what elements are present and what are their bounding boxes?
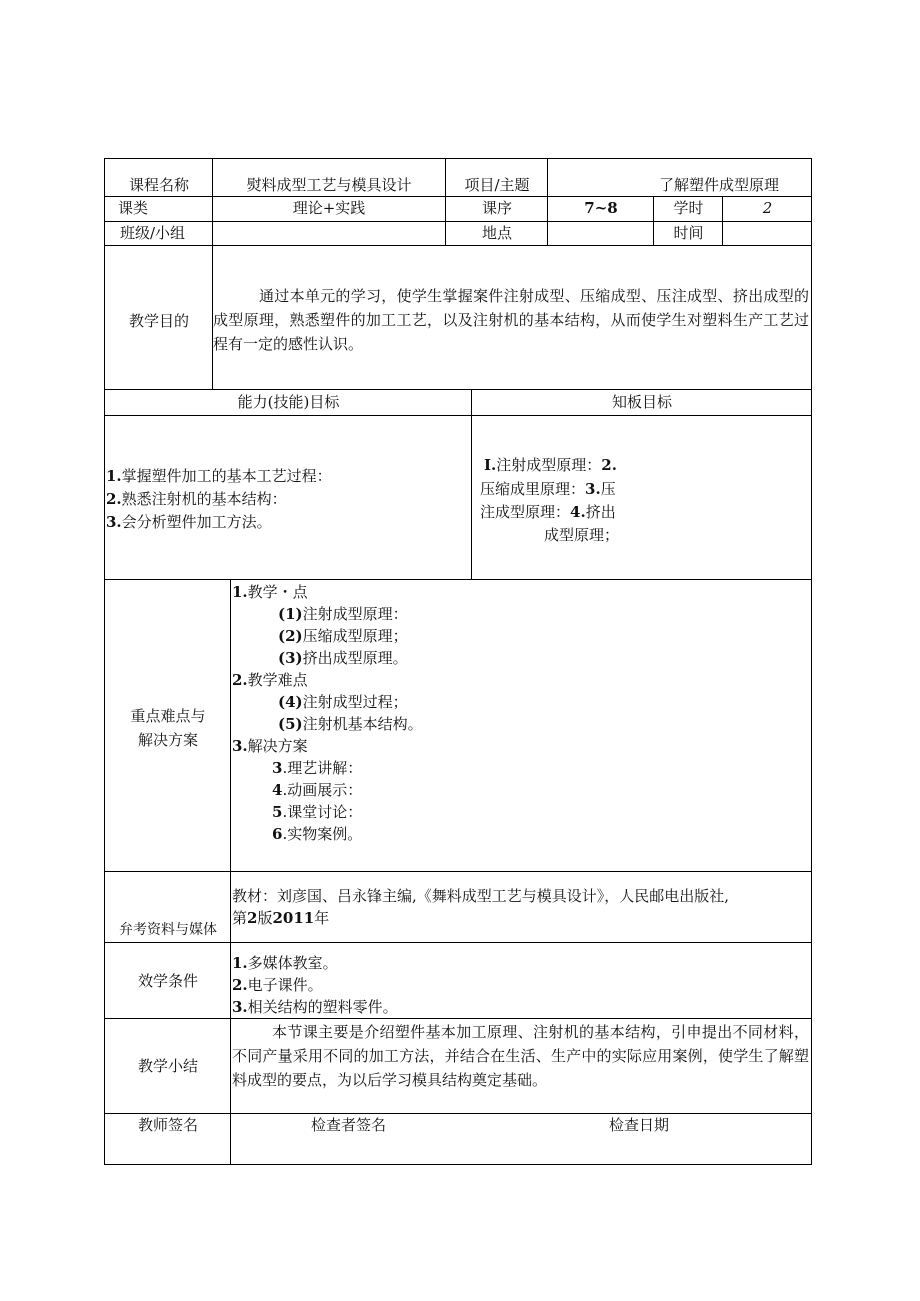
- list-item: 3.理艺讲解：: [272, 759, 363, 777]
- rule: [104, 1018, 812, 1019]
- rule: [471, 389, 472, 579]
- course-name-label: 课程名称: [128, 176, 189, 194]
- list-item: 3.相关结构的塑料零件。: [232, 998, 398, 1016]
- list-item: (5)注射机基本结构。: [278, 715, 423, 733]
- ability-list: [106, 466, 332, 532]
- rule: [811, 158, 812, 1165]
- course-name-value: 熨料成型工艺与模具设计: [246, 176, 412, 194]
- check-date-label: 检查日期: [609, 1116, 670, 1134]
- list-item: 5.课堂讨论：: [272, 803, 363, 821]
- hours-label: 学时: [673, 199, 704, 217]
- rule: [104, 196, 812, 197]
- list-item: 2.电子课件。: [232, 976, 323, 994]
- conditions-label: 效学条件: [137, 972, 198, 990]
- location-label: 地点: [481, 224, 512, 242]
- references-label: 弁考资料与媒体: [119, 922, 217, 938]
- rule: [104, 158, 812, 159]
- checker-signature-label: 检查者签名: [311, 1116, 387, 1134]
- group-label: 班级/小组: [120, 224, 186, 242]
- rule: [104, 245, 812, 246]
- list-item: 2.熟悉注射机的基本结构：: [106, 490, 287, 508]
- list-item: 成型原理；: [544, 526, 620, 544]
- time-label: 时间: [673, 224, 704, 242]
- list-item: 1.掌握塑件加工的基本工艺过程：: [106, 467, 332, 485]
- list-item: 1.多媒体教室。: [232, 954, 338, 972]
- list-item: (3)挤出成型原理。: [278, 649, 408, 667]
- list-item: (2)压缩成型原理；: [278, 627, 408, 645]
- knowledge-header: 知板目标: [611, 393, 672, 411]
- rule: [104, 579, 812, 580]
- rule: [104, 221, 812, 222]
- teacher-signature-label: 教师签名: [137, 1116, 198, 1134]
- objective-text: 通过本单元的学习，使学生掌握案件注射成型、压缩成型、压注成型、挤出成型的成型原理，熟悉塑件的加工工艺，以及注射机的基本结构，从而使学生对塑料生产工艺过程有一定的感性认识。: [213, 287, 809, 353]
- references-line1: 教材：刘彦国、吕永锋主编,《舞料成型工艺与模具设计》，人民邮电出版社,: [232, 887, 730, 905]
- list-item: (4)注射成型过程；: [278, 693, 408, 711]
- list-item: 注成型原理：4.挤出: [480, 503, 616, 521]
- class-type-value: 理论+实践: [292, 199, 366, 217]
- list-item: (1)注射成型原理：: [278, 605, 408, 623]
- rule: [547, 158, 548, 245]
- focus-heading: 1.教学・点: [232, 583, 308, 601]
- rule: [104, 389, 812, 390]
- references-line2: 第2版2011年: [232, 909, 330, 927]
- rule: [230, 579, 231, 1165]
- project-value: 了解塑件成型原理: [659, 176, 780, 194]
- rule: [104, 942, 812, 943]
- solution-heading: 3.解决方案: [232, 737, 308, 755]
- rule: [653, 196, 654, 245]
- summary-text: 本节课主要是介绍塑件基本加工原理、注射机的基本结构，引申提出不同材料，不同产量采用不同的加工方法，并结合在生活、生产中的实际应用案例，使学生了解塑料成型的要点，为以后学习模具结构奠定基础。: [232, 1023, 809, 1089]
- rule: [104, 1164, 812, 1165]
- rule: [104, 871, 812, 872]
- rule: [104, 158, 105, 1165]
- project-label: 项目/主题: [464, 176, 530, 194]
- list-item: 4.动画展示：: [272, 781, 363, 799]
- sequence-value: 7~8: [584, 199, 618, 217]
- summary-label: 教学小结: [137, 1057, 198, 1075]
- rule: [722, 196, 723, 245]
- difficult-heading: 2.教学难点: [232, 671, 308, 689]
- list-item: 压缩成里原理：3.压: [480, 480, 616, 498]
- keypoints-label-line2: 解决方案: [137, 731, 198, 749]
- list-item: 6.实物案例。: [272, 825, 363, 843]
- rule: [445, 158, 446, 245]
- class-type-label: 课类: [118, 199, 149, 217]
- list-item: I.注射成型原理：2.: [484, 456, 617, 474]
- keypoints-label-line1: 重点难点与: [130, 707, 206, 725]
- list-item: 3.会分析塑件加工方法。: [106, 513, 272, 531]
- objective-label: 教学目的: [128, 312, 189, 330]
- rule: [104, 1113, 812, 1114]
- ability-header: 能力(技能)目标: [237, 393, 340, 411]
- hours-value: 2: [762, 199, 773, 217]
- sequence-label: 课序: [481, 199, 512, 217]
- rule: [104, 415, 812, 416]
